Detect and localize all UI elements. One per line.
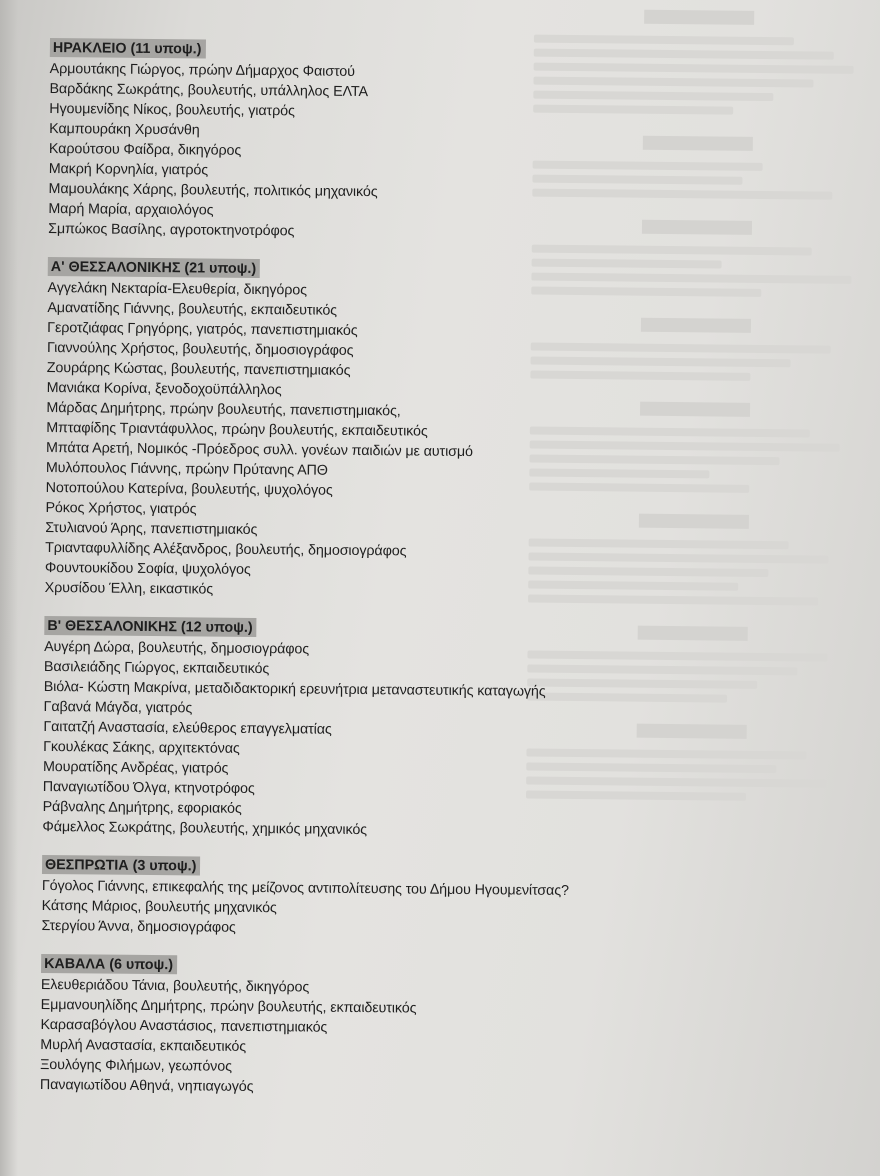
candidate-entry: Αρμουτάκης Γιώργος, πρώην Δήμαρχος Φαιστού bbox=[49, 60, 355, 80]
candidate-entry: Μαμουλάκης Χάρης, βουλευτής, πολιτικός μηχανικός bbox=[48, 180, 378, 201]
candidate-entry: Ελευθεριάδου Τάνια, βουλευτής, δικηγόρος bbox=[40, 976, 310, 996]
candidate-entry: Φουντουκίδου Σοφία, ψυχολόγος bbox=[44, 559, 251, 578]
candidate-entry: Γόγολος Γιάννης, επικεφαλής της μείζονος αντιπολίτευσης του Δήμου Ηγουμενίτσας? bbox=[41, 877, 569, 900]
page-shadow bbox=[0, 0, 18, 1176]
constituency-section bbox=[40, 954, 841, 1103]
candidate-entry: Σμπώκος Βασίλης, αγροτοκτηνοτρόφος bbox=[48, 220, 295, 240]
constituency-heading: Α' ΘΕΣΣΑΛΟΝΙΚΗΣ (21 υποψ.) bbox=[48, 257, 261, 278]
candidate-entry: Βιόλα- Κώστη Μακρίνα, μεταδιδακτορική ερευνήτρια μεταναστευτικής καταγωγής bbox=[43, 678, 546, 700]
candidate-entry: Εμμανουηλίδης Δημήτρης, πρώην βουλευτής, εκπαιδευτικός bbox=[40, 996, 417, 1017]
candidate-entry: Αυγέρη Δώρα, βουλευτής, δημοσιογράφος bbox=[44, 638, 310, 658]
constituency-heading: Β' ΘΕΣΣΑΛΟΝΙΚΗΣ (12 υποψ.) bbox=[44, 616, 257, 637]
candidate-entry: Ράβναλης Δημήτρης, εφοριακός bbox=[42, 798, 242, 817]
candidate-entry: Ξουλόγης Φιλήμων, γεωπόνος bbox=[40, 1056, 232, 1075]
candidate-entry: Γαβανά Μάγδα, γιατρός bbox=[43, 698, 193, 717]
candidate-entry: Κάτσης Μάριος, βουλευτής μηχανικός bbox=[41, 897, 277, 917]
candidate-entry: Χρυσίδου Έλλη, εικαστικός bbox=[44, 579, 214, 598]
constituency-heading: ΗΡΑΚΛΕΙΟ (11 υποψ.) bbox=[50, 38, 206, 58]
candidate-entry: Μπταφίδης Τριαντάφυλλος, πρώην βουλευτής, εκπαιδευτικός bbox=[46, 419, 428, 440]
candidate-entry: Αμανατίδης Γιάννης, βουλευτής, εκπαιδευτικός bbox=[47, 299, 338, 319]
candidate-entry: Φάμελλος Σωκράτης, βουλευτής, χημικός μηχανικός bbox=[42, 818, 368, 839]
candidate-entry: Μουρατίδης Ανδρέας, γιατρός bbox=[42, 758, 229, 777]
candidate-entry: Γιαννούλης Χρήστος, βουλευτής, δημοσιογράφος bbox=[46, 339, 354, 359]
candidate-entry: Αγγελάκη Νεκταρία-Ελευθερία, δικηγόρος bbox=[47, 279, 308, 299]
constituency-heading: ΘΕΣΠΡΩΤΙΑ (3 υποψ.) bbox=[42, 855, 201, 876]
candidate-entry: Μακρή Κορνηλία, γιατρός bbox=[48, 160, 209, 179]
candidate-entry: Γκουλέκας Σάκης, αρχιτεκτόνας bbox=[43, 738, 240, 757]
candidate-entry: Βασιλειάδης Γιώργος, εκπαιδευτικός bbox=[43, 658, 270, 678]
candidate-list bbox=[40, 38, 850, 1121]
candidate-entry: Ρόκος Χρήστος, γιατρός bbox=[45, 499, 197, 518]
candidate-entry: Γεροτζιάφας Γρηγόρης, γιατρός, πανεπιστημιακός bbox=[47, 319, 358, 339]
candidate-entry: Βαρδάκης Σωκράτης, βουλευτής, υπάλληλος ΕΛΤΑ bbox=[49, 80, 369, 101]
constituency-section bbox=[41, 855, 842, 944]
candidate-entry: Μαρή Μαρία, αρχαιολόγος bbox=[48, 200, 214, 219]
candidate-entry: Καμπουράκη Χρυσάνθη bbox=[49, 120, 200, 139]
constituency-section bbox=[42, 616, 844, 845]
candidate-entry: Στεργίου Άννα, δημοσιογράφος bbox=[41, 917, 236, 936]
constituency-section bbox=[45, 257, 848, 606]
candidate-entry: Καρασαβόγλου Αναστάσιος, πανεπιστημιακός bbox=[40, 1016, 328, 1036]
constituency-section bbox=[48, 38, 850, 247]
constituency-heading: ΚΑΒΑΛΑ (6 υποψ.) bbox=[41, 954, 177, 974]
candidate-entry: Παναγιωτίδου Αθηνά, νηπιαγωγός bbox=[39, 1076, 254, 1096]
candidate-entry: Μυρλή Αναστασία, εκπαιδευτικός bbox=[40, 1036, 247, 1055]
candidate-entry: Νοτοπούλου Κατερίνα, βουλευτής, ψυχολόγος bbox=[45, 479, 333, 499]
candidate-entry: Ηγουμενίδης Νίκος, βουλευτής, γιατρός bbox=[49, 100, 295, 120]
candidate-entry: Παναγιωτίδου Όλγα, κτηνοτρόφος bbox=[42, 778, 255, 797]
candidate-entry: Στυλιανού Άρης, πανεπιστημιακός bbox=[45, 519, 258, 539]
candidate-entry: Μανιάκα Κορίνα, ξενοδοχοϋπάλληλος bbox=[46, 379, 282, 399]
candidate-entry: Μάρδας Δημήτρης, πρώην βουλευτής, πανεπιστημιακός, bbox=[46, 399, 401, 420]
candidate-entry: Γαιτατζή Αναστασία, ελεύθερος επαγγελματίας bbox=[43, 718, 332, 738]
candidate-entry: Καρούτσου Φαίδρα, δικηγόρος bbox=[48, 140, 242, 159]
candidate-entry: Μπάτα Αρετή, Νομικός -Πρόεδρος συλλ. γονέων παιδιών με αυτισμό bbox=[45, 439, 473, 461]
candidate-entry: Τριανταφυλλίδης Αλέξανδρος, βουλευτής, δημοσιογράφος bbox=[45, 539, 407, 560]
candidate-entry: Ζουράρης Κώστας, βουλευτής, πανεπιστημιακός bbox=[46, 359, 351, 379]
candidate-entry: Μυλόπουλος Γιάννης, πρώην Πρύτανης ΑΠΘ bbox=[45, 459, 328, 479]
